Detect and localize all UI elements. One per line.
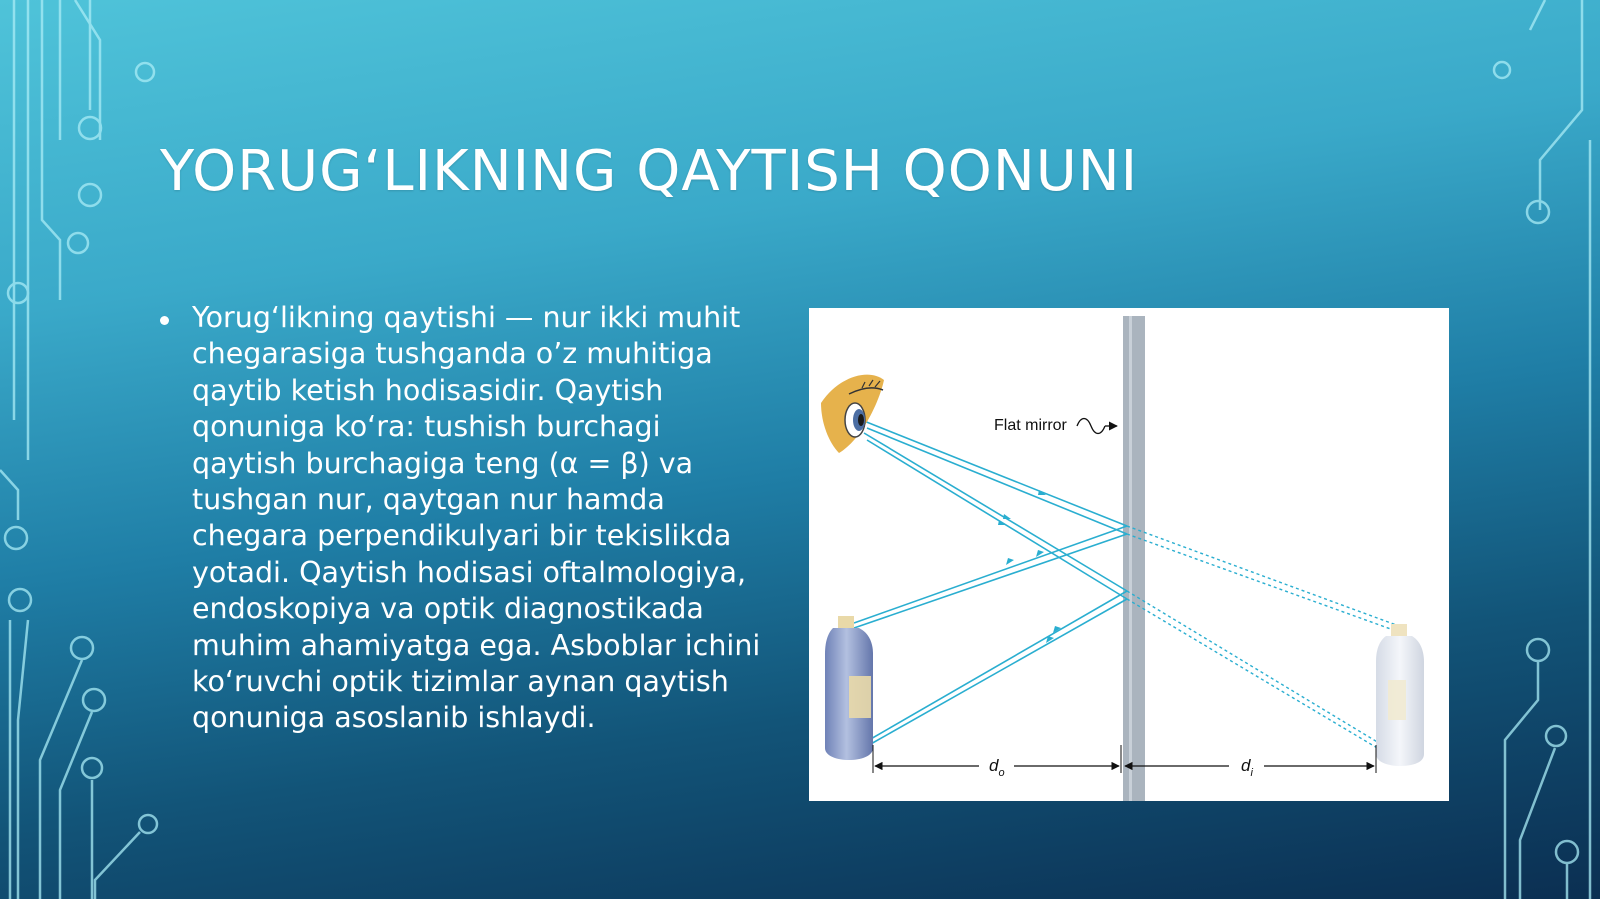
slide-title: YORUG‘LIKNING QAYTISH QONUNI (160, 139, 1139, 204)
mirror-label: Flat mirror (994, 417, 1067, 434)
mirror-figure (809, 308, 1449, 801)
object-distance-label: $d_o$ (989, 756, 1005, 779)
bullet-paragraph (160, 300, 770, 737)
light-rays (854, 421, 1127, 745)
bullet-dot-icon (160, 316, 169, 325)
eye-icon (821, 375, 884, 453)
bullet-text: Yorug‘likning qaytishi — nur ikki muhit chegarasiga tushganda o’z muhitiga qaytib ketish hodisasidir. Qaytish qonuniga ko‘ra: tushish burchagi qaytish burchagiga teng (α = β) va tushgan nur, qaytgan nur hamda chegara perpendikulyari bir tekislikda yotadi. Qaytish hodisasi oftalmologiya, endoskopiya va optik diagnostikada muhim ahamiyatga ega. Asboblar ichini ko‘ruvchi optik tizimlar aynan qaytish qonuniga asoslanib ishlaydi. (192, 301, 761, 735)
bottle-image-icon (1376, 624, 1424, 766)
flat-mirror (1123, 316, 1145, 801)
bottle-object-icon (825, 616, 873, 760)
virtual-rays (1127, 526, 1399, 752)
image-distance-label: $d_i$ (1241, 756, 1253, 779)
